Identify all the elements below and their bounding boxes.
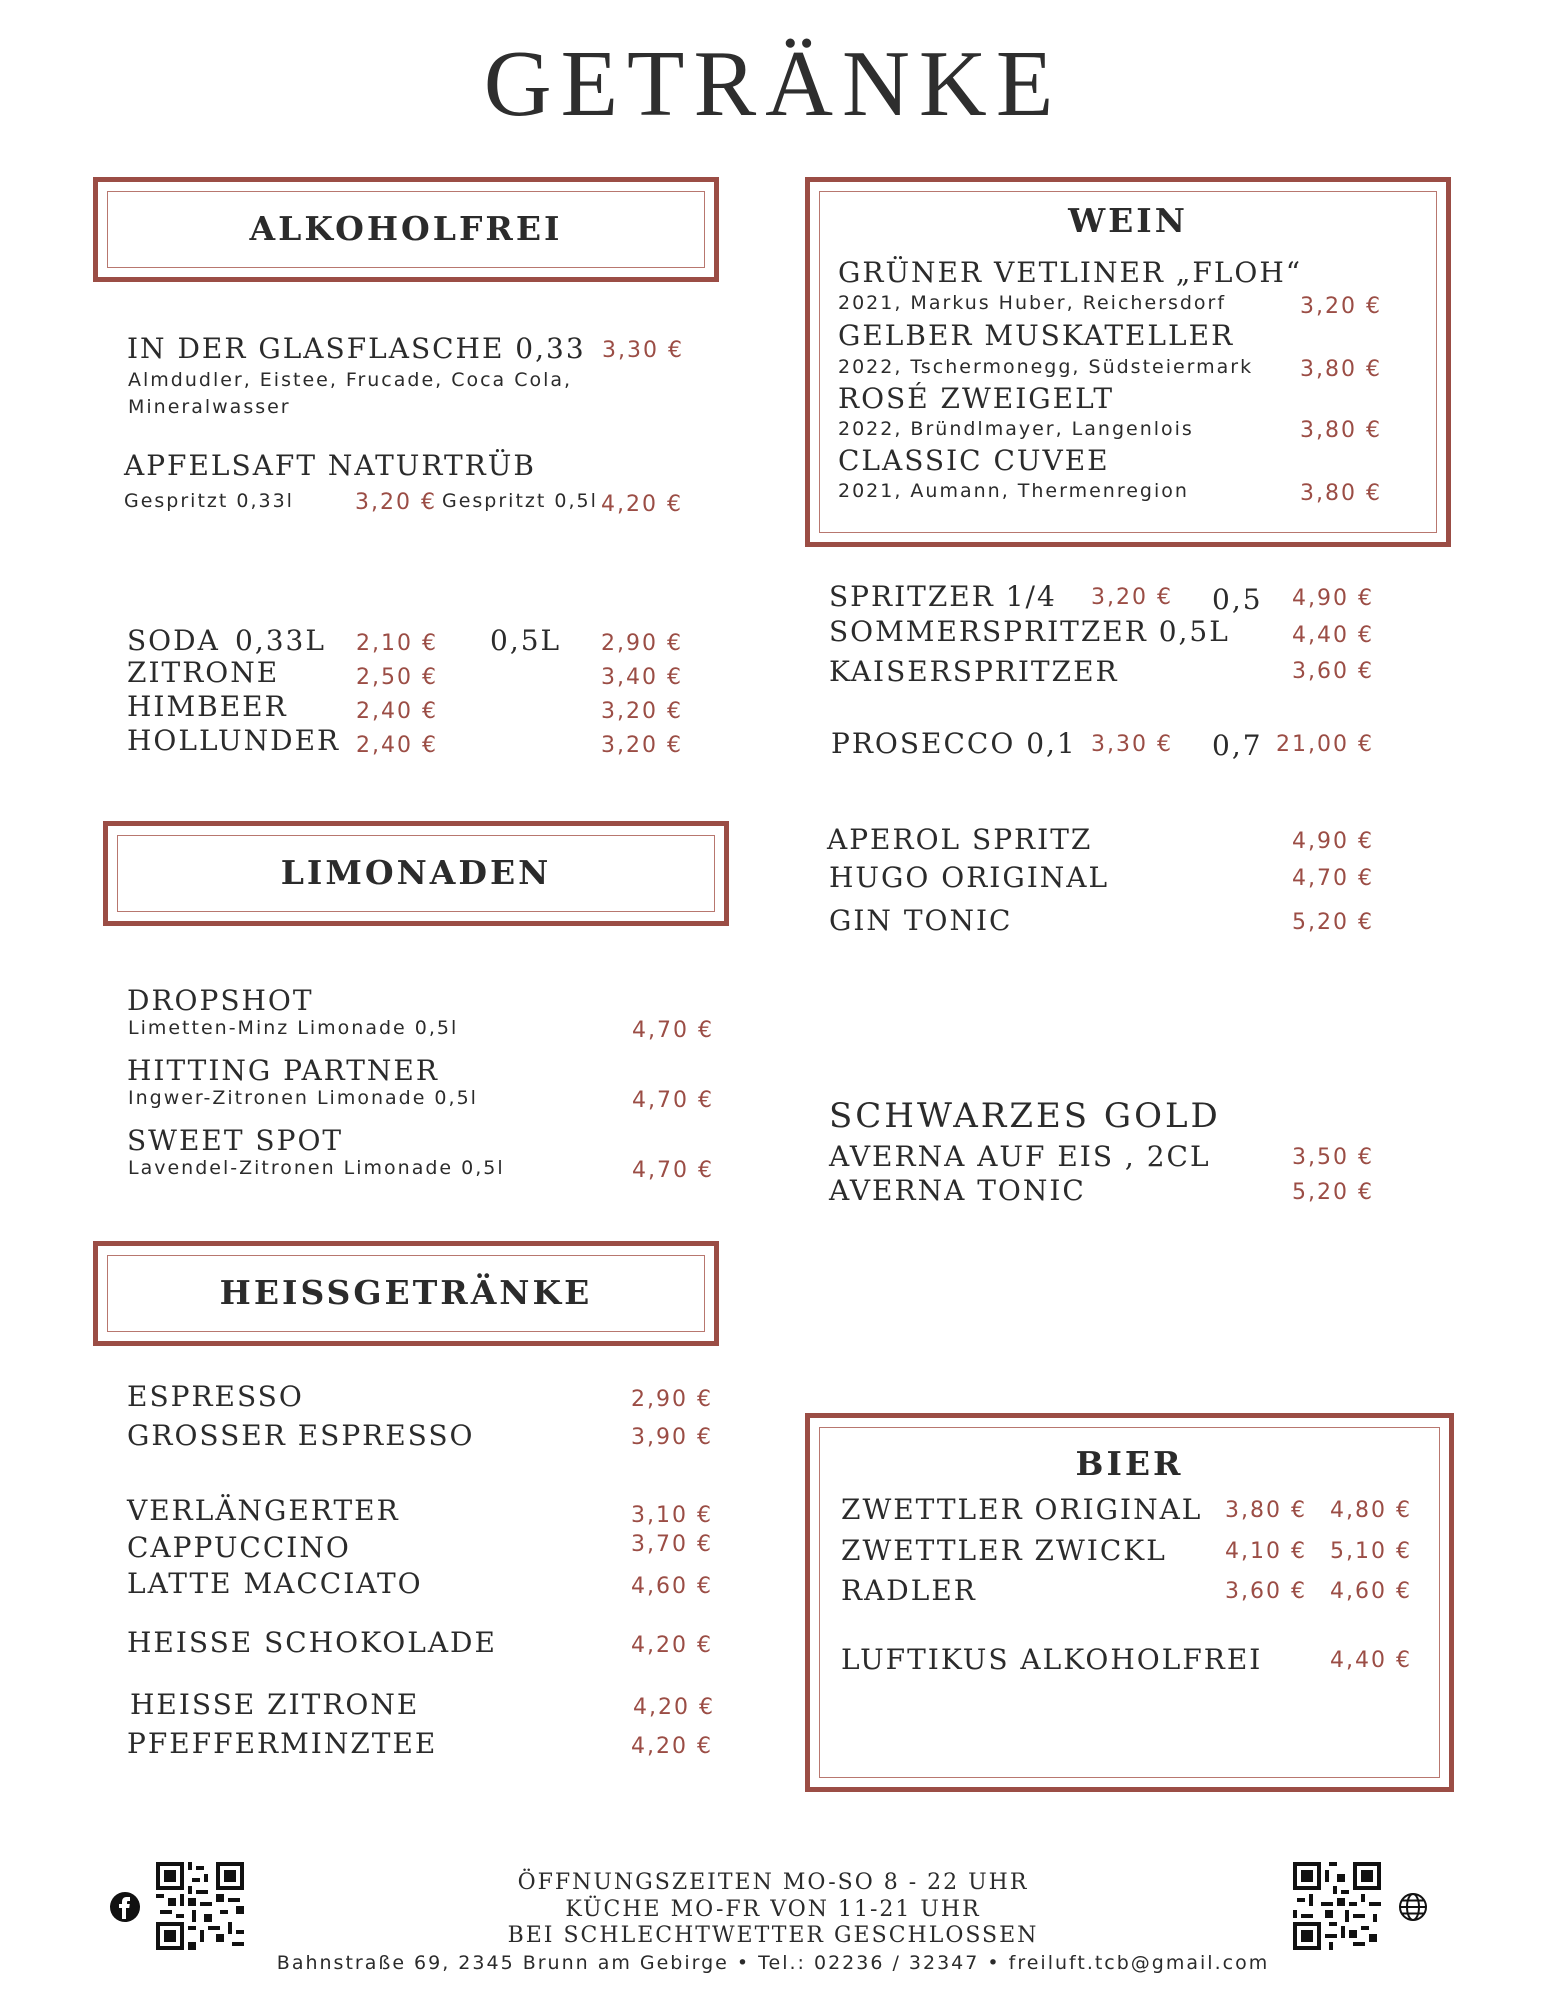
aperol-spritz-name: APEROL SPRITZ [827, 823, 1093, 856]
hitting-partner-name: HITTING PARTNER [127, 1054, 439, 1087]
limonaden-header-box [103, 821, 729, 926]
dropshot-name: DROPSHOT [127, 984, 314, 1017]
zwettler-zwickl-name: ZWETTLER ZWICKL [841, 1534, 1167, 1567]
soda-price-2: 2,90 € [601, 631, 683, 656]
latte-macciato-price: 4,60 € [631, 1574, 713, 1599]
himbeer-price-2: 3,20 € [601, 699, 683, 724]
hugo-original-price: 4,70 € [1292, 866, 1374, 891]
sweet-spot-desc: Lavendel-Zitronen Limonade 0,5l [128, 1157, 505, 1179]
heisse-schokolade-price: 4,20 € [631, 1633, 713, 1658]
pfefferminztee-name: PFEFFERMINZTEE [127, 1727, 438, 1760]
heissgetraenke-heading: HEISSGETRÄNKE [219, 1273, 593, 1312]
glasflasche-name: IN DER GLASFLASCHE 0,33 [127, 332, 586, 365]
limonaden-heading: LIMONADEN [280, 853, 552, 892]
wein-2-price: 3,80 € [1300, 357, 1382, 382]
prosecco-price-2: 21,00 € [1276, 732, 1374, 757]
dropshot-desc: Limetten-Minz Limonade 0,5l [128, 1017, 459, 1039]
radler-price-2: 4,60 € [1330, 1579, 1412, 1604]
apfelsaft-name: APFELSAFT NATURTRÜB [124, 449, 536, 482]
averna-tonic-name: AVERNA TONIC [829, 1174, 1086, 1207]
schwarzes-gold-heading: SCHWARZES GOLD [829, 1096, 1221, 1136]
opening-hours: ÖFFNUNGSZEITEN MO-SO 8 - 22 UHR [517, 1870, 1029, 1895]
gin-tonic-price: 5,20 € [1292, 910, 1374, 935]
averna-eis-name: AVERNA AUF EIS , 2CL [829, 1140, 1211, 1173]
verlaengerter-name: VERLÄNGERTER [127, 1494, 400, 1527]
zwettler-original-price-2: 4,80 € [1330, 1498, 1412, 1523]
kitchen-hours: KÜCHE MO-FR VON 11-21 UHR [565, 1897, 981, 1922]
pfefferminztee-price: 4,20 € [631, 1734, 713, 1759]
dropshot-price: 4,70 € [632, 1018, 714, 1043]
qr-code-icon[interactable] [156, 1862, 244, 1950]
wein-box [805, 177, 1451, 547]
prosecco-name: PROSECCO 0,1 [831, 727, 1077, 760]
heisse-zitrone-price: 4,20 € [633, 1695, 715, 1720]
sweet-spot-price: 4,70 € [632, 1158, 714, 1183]
hitting-partner-desc: Ingwer-Zitronen Limonade 0,5l [128, 1087, 478, 1109]
kaiserspritzer-name: KAISERSPRITZER [829, 655, 1119, 688]
wein-heading: WEIN [1068, 201, 1188, 240]
luftikus-price: 4,40 € [1330, 1648, 1412, 1673]
wein-4-price: 3,80 € [1300, 481, 1382, 506]
wein-2-desc: 2022, Tschermonegg, Südsteiermark [838, 356, 1254, 378]
zwettler-original-name: ZWETTLER ORIGINAL [841, 1493, 1203, 1526]
wein-1-name: GRÜNER VETLINER „FLOH“ [838, 256, 1303, 289]
radler-price-1: 3,60 € [1225, 1579, 1307, 1604]
himbeer-name: HIMBEER [127, 690, 288, 723]
glasflasche-desc-1: Almdudler, Eistee, Frucade, Coca Cola, [128, 369, 573, 391]
heissgetraenke-header-box [93, 1241, 719, 1346]
soda-size-2: 0,5L [490, 624, 562, 657]
alkoholfrei-heading: ALKOHOLFREI [249, 209, 563, 248]
heisse-zitrone-name: HEISSE ZITRONE [130, 1688, 420, 1721]
wein-3-name: ROSÉ ZWEIGELT [838, 382, 1115, 415]
wein-3-price: 3,80 € [1300, 418, 1382, 443]
page-title: GETRÄNKE [483, 32, 1063, 136]
facebook-icon[interactable] [109, 1891, 141, 1923]
cappuccino-price: 3,70 € [631, 1532, 713, 1557]
soda-price-1: 2,10 € [356, 631, 438, 656]
cappuccino-name: CAPPUCCINO [127, 1531, 351, 1564]
glasflasche-desc-2: Mineralwasser [128, 396, 291, 418]
hollunder-name: HOLLUNDER [127, 724, 341, 757]
bier-box [805, 1413, 1454, 1792]
sommerspritzer-price: 4,40 € [1292, 623, 1374, 648]
zitrone-name: ZITRONE [127, 656, 280, 689]
espresso-price: 2,90 € [631, 1387, 713, 1412]
zwettler-zwickl-price-1: 4,10 € [1225, 1539, 1307, 1564]
sommerspritzer-name: SOMMERSPRITZER 0,5L [829, 615, 1230, 648]
zitrone-price-1: 2,50 € [356, 665, 438, 690]
soda-size-1: 0,33L [235, 624, 326, 657]
hugo-original-name: HUGO ORIGINAL [829, 861, 1110, 894]
heisse-schokolade-name: HEISSE SCHOKOLADE [127, 1626, 497, 1659]
averna-tonic-price: 5,20 € [1292, 1180, 1374, 1205]
wein-3-desc: 2022, Bründlmayer, Langenlois [838, 418, 1194, 440]
latte-macciato-name: LATTE MACCIATO [127, 1567, 423, 1600]
wein-1-price: 3,20 € [1300, 294, 1382, 319]
zwettler-original-price-1: 3,80 € [1225, 1498, 1307, 1523]
qr-code-icon[interactable] [1293, 1862, 1381, 1950]
globe-icon[interactable] [1397, 1891, 1429, 1923]
wein-4-name: CLASSIC CUVEE [838, 444, 1110, 477]
prosecco-price-1: 3,30 € [1091, 732, 1173, 757]
weather-note: BEI SCHLECHTWETTER GESCHLOSSEN [507, 1923, 1039, 1948]
zitrone-price-2: 3,40 € [601, 665, 683, 690]
luftikus-name: LUFTIKUS ALKOHOLFREI [841, 1643, 1263, 1676]
sweet-spot-name: SWEET SPOT [127, 1124, 344, 1157]
spritzer-size-2: 0,5 [1212, 583, 1263, 616]
alkoholfrei-header-box [93, 177, 719, 282]
grosser-espresso-price: 3,90 € [631, 1425, 713, 1450]
kaiserspritzer-price: 3,60 € [1292, 659, 1374, 684]
apfelsaft-label-2: Gespritzt 0,5l [442, 490, 598, 512]
bier-heading: BIER [1075, 1444, 1184, 1483]
glasflasche-price: 3,30 € [602, 338, 684, 363]
gin-tonic-name: GIN TONIC [829, 904, 1013, 937]
wein-2-name: GELBER MUSKATELLER [838, 319, 1235, 352]
apfelsaft-label-1: Gespritzt 0,33l [124, 490, 294, 512]
zwettler-zwickl-price-2: 5,10 € [1330, 1539, 1412, 1564]
radler-name: RADLER [841, 1574, 977, 1607]
soda-name: SODA [127, 624, 220, 657]
aperol-spritz-price: 4,90 € [1292, 829, 1374, 854]
apfelsaft-price-1: 3,20 € [355, 490, 437, 515]
wein-1-desc: 2021, Markus Huber, Reichersdorf [838, 292, 1227, 314]
hollunder-price-1: 2,40 € [356, 733, 438, 758]
grosser-espresso-name: GROSSER ESPRESSO [127, 1419, 475, 1452]
spritzer-price-1: 3,20 € [1091, 585, 1173, 610]
apfelsaft-price-2: 4,20 € [601, 492, 683, 517]
prosecco-size-2: 0,7 [1212, 729, 1263, 762]
spritzer-name: SPRITZER 1/4 [829, 580, 1057, 613]
verlaengerter-price: 3,10 € [631, 1503, 713, 1528]
espresso-name: ESPRESSO [127, 1380, 304, 1413]
spritzer-price-2: 4,90 € [1292, 586, 1374, 611]
himbeer-price-1: 2,40 € [356, 699, 438, 724]
hollunder-price-2: 3,20 € [601, 733, 683, 758]
hitting-partner-price: 4,70 € [632, 1088, 714, 1113]
wein-4-desc: 2021, Aumann, Thermenregion [838, 480, 1189, 502]
address-line: Bahnstraße 69, 2345 Brunn am Gebirge • Tel.: 02236 / 32347 • freiluft.tcb@gmail.com [276, 1952, 1270, 1974]
averna-eis-price: 3,50 € [1292, 1145, 1374, 1170]
